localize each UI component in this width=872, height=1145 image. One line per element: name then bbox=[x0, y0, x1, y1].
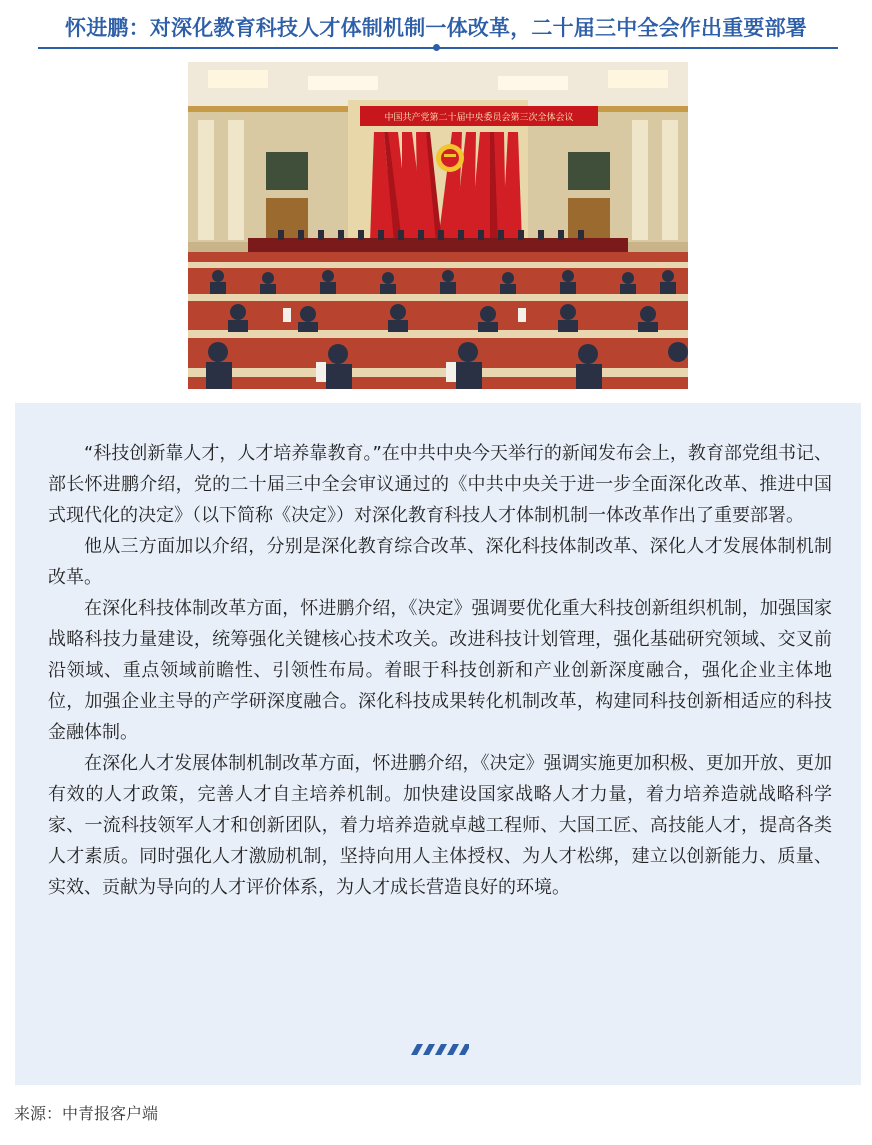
article-paragraph: 他从三方面加以介绍，分别是深化教育综合改革、深化科技体制改革、深化人才发展体制机制改革。 bbox=[48, 536, 832, 588]
article-body bbox=[48, 438, 832, 903]
article-headline: 怀进鹏：对深化教育科技人才体制机制一体改革，二十届三中全会作出重要部署 bbox=[65, 16, 807, 40]
divider-dot bbox=[433, 44, 440, 51]
decorative-stripes-icon bbox=[407, 1040, 469, 1051]
photo-banner-text: 中国共产党第二十届中央委员会第三次全体会议 bbox=[384, 113, 574, 123]
conference-photo bbox=[188, 62, 688, 389]
article-source: 来源：中青报客户端 bbox=[14, 1104, 159, 1123]
article-paragraph: 在深化科技体制改革方面，怀进鹏介绍，《决定》强调要优化重大科技创新组织机制，加强国家战略科技力量建设，统筹强化关键核心技术攻关。改进科技计划管理，强化基础研究领域、交叉前沿领域、重点领域前瞻性、引领性布局。着眼于科技创新和产业创新深度融合，强化企业主体地位，加强企业主导的产学研深度融合。深化科技成果转化机制改革，构建同科技创新相适应的科技金融体制。 bbox=[48, 598, 832, 743]
article-paragraph: 在深化人才发展体制机制改革方面，怀进鹏介绍，《决定》强调实施更加积极、更加开放、更加有效的人才政策，完善人才自主培养机制。加快建设国家战略人才力量，着力培养造就战略科学家、一流科技领军人才和创新团队，着力培养造就卓越工程师、大国工匠、高技能人才，提高各类人才素质。同时强化人才激励机制，坚持向用人主体授权、为人才松绑，建立以创新能力、质量、实效、贡献为导向的人才评价体系，为人才成长营造良好的环境。 bbox=[48, 753, 832, 898]
article-paragraph: “科技创新靠人才，人才培养靠教育。”在中共中央今天举行的新闻发布会上，教育部党组书记、部长怀进鹏介绍，党的二十届三中全会审议通过的《中共中央关于进一步全面深化改革、推进中国式现代化的决定》（以下简称《决定》）对深化教育科技人才体制机制一体改革作出了重要部署。 bbox=[48, 443, 832, 526]
